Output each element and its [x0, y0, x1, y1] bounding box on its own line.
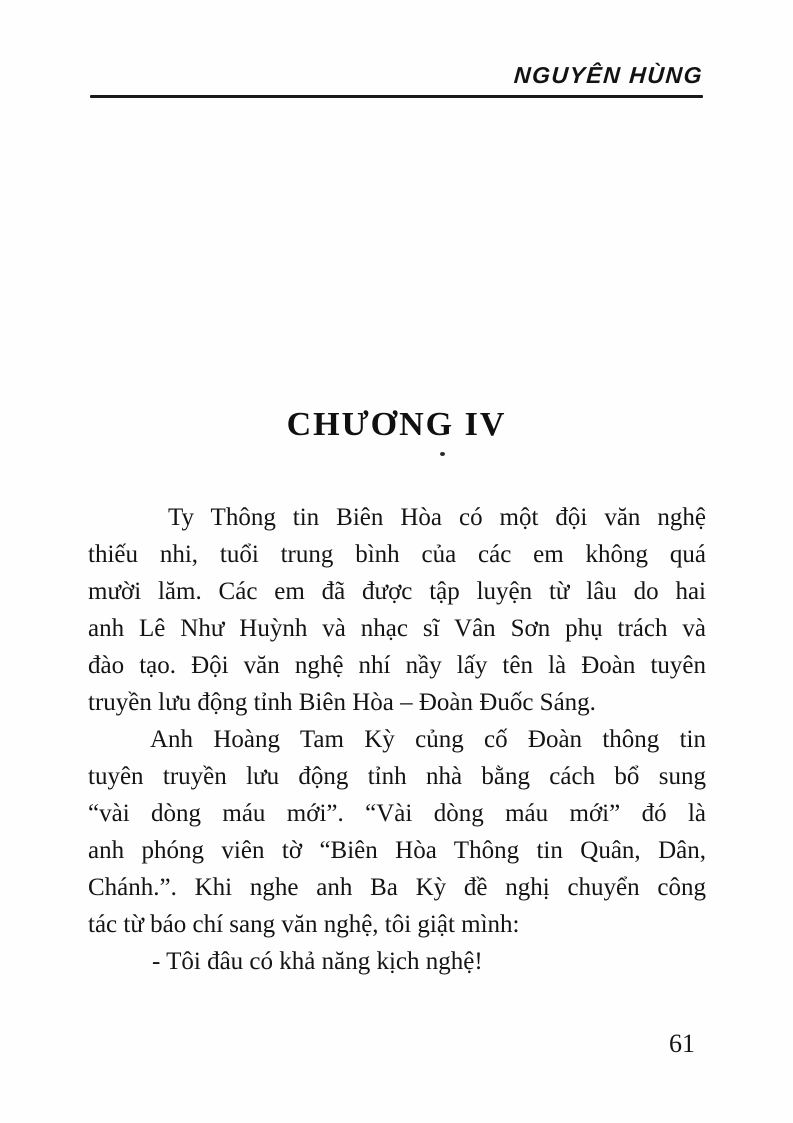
page-number: 61	[669, 1029, 695, 1058]
body-text	[88, 499, 706, 980]
body-line: đào tạo. Đội văn nghệ nhí nầy lấy tên là Đoàn tuyên	[88, 652, 706, 679]
running-header-author: NGUYÊN HÙNG	[513, 62, 704, 88]
body-line: truyền lưu động tỉnh Biên Hòa – Đoàn Đuốc Sáng.	[88, 689, 596, 716]
paragraph	[88, 721, 706, 943]
body-line: tác từ báo chí sang văn nghệ, tôi giật mình:	[88, 911, 520, 938]
header-rule	[90, 95, 703, 98]
body-line: Anh Hoàng Tam Kỳ củng cố Đoàn thông tin	[150, 726, 706, 753]
paragraph	[88, 943, 706, 980]
paragraph	[88, 499, 706, 721]
scan-artifact-dot	[440, 452, 445, 456]
body-line: Chánh.”. Khi nghe anh Ba Kỳ đề nghị chuyển công	[88, 874, 706, 901]
body-line: - Tôi đâu có khả năng kịch nghệ!	[152, 948, 483, 975]
body-line: “vài dòng máu mới”. “Vài dòng máu mới” đó là	[88, 800, 706, 827]
body-line: mười lăm. Các em đã được tập luyện từ lâu do hai	[88, 578, 706, 605]
body-line: tuyên truyền lưu động tỉnh nhà bằng cách bổ sung	[88, 763, 706, 790]
body-line: anh phóng viên tờ “Biên Hòa Thông tin Quân, Dân,	[88, 837, 706, 864]
body-line: thiếu nhi, tuổi trung bình của các em không quá	[88, 541, 706, 568]
chapter-title: CHƯƠNG IV	[286, 406, 507, 443]
body-line: anh Lê Như Huỳnh và nhạc sĩ Vân Sơn phụ trách và	[88, 615, 706, 642]
body-line: Ty Thông tin Biên Hòa có một đội văn nghệ	[168, 504, 706, 531]
